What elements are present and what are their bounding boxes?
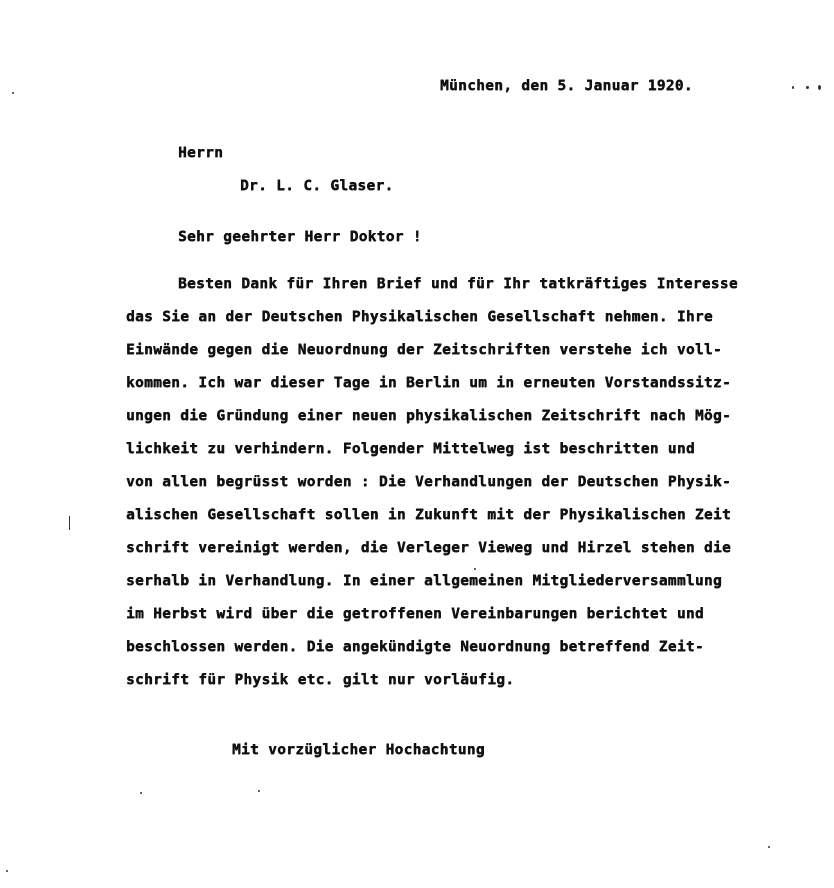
body-line: im Herbst wird über die getroffenen Vereinbarungen berichtet und: [126, 606, 704, 622]
scan-speck: [806, 86, 809, 89]
scan-speck: [792, 86, 794, 89]
scan-speck: [818, 85, 821, 90]
body-line: beschlossen werden. Die angekündigte Neuordnung betreffend Zeit-: [126, 639, 704, 655]
body-line: das Sie an der Deutschen Physikalischen Gesellschaft nehmen. Ihre: [126, 309, 713, 325]
body-line: lichkeit zu verhindern. Folgender Mittelweg ist beschritten und: [126, 441, 695, 457]
scan-speck: [6, 870, 8, 872]
body-line: schrift vereinigt werden, die Verleger Vieweg und Hirzel stehen die: [126, 540, 731, 556]
letter-body: [126, 268, 834, 697]
scan-speck: [140, 792, 142, 794]
scan-speck: [12, 92, 14, 94]
recipient-salutation: Herrn: [178, 145, 224, 161]
scan-speck: [768, 846, 770, 848]
body-line: kommen. Ich war dieser Tage in Berlin um in erneuten Vorstandssitz-: [126, 375, 731, 391]
recipient-name: Dr. L. C. Glaser.: [240, 178, 394, 194]
dateline: München, den 5. Januar 1920.: [440, 78, 693, 94]
scan-speck: [258, 790, 260, 792]
greeting: Sehr geehrter Herr Doktor !: [178, 229, 422, 245]
scan-speck: [474, 568, 476, 570]
scan-speck: [69, 516, 70, 530]
closing: Mit vorzüglicher Hochachtung: [232, 742, 485, 758]
body-line: von allen begrüsst worden : Die Verhandlungen der Deutschen Physik-: [126, 474, 731, 490]
body-line: schrift für Physik etc. gilt nur vorläufig.: [126, 672, 515, 688]
body-line: serhalb in Verhandlung. In einer allgemeinen Mitgliederversammlung: [126, 573, 722, 589]
body-line: Einwände gegen die Neuordnung der Zeitschriften verstehe ich voll-: [126, 342, 722, 358]
body-line: Besten Dank für Ihren Brief und für Ihr tatkräftiges Interesse: [178, 276, 738, 292]
body-line: alischen Gesellschaft sollen in Zukunft mit der Physikalischen Zeit: [126, 507, 731, 523]
body-line: ungen die Gründung einer neuen physikalischen Zeitschrift nach Mög-: [126, 408, 731, 424]
